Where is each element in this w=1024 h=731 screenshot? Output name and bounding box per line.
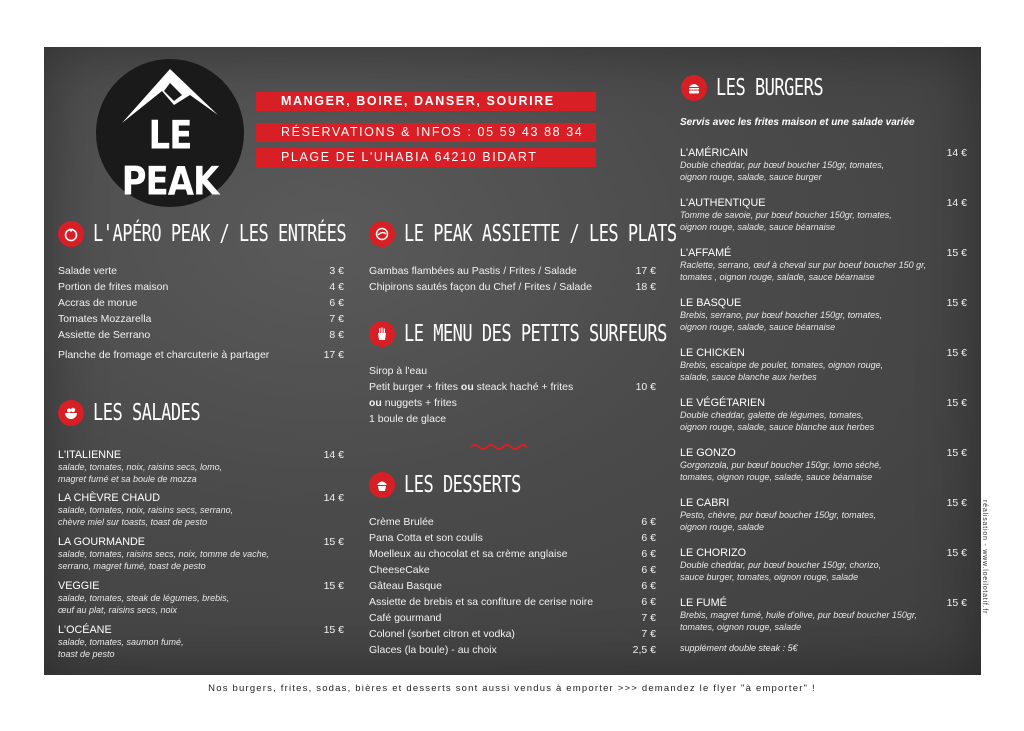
- footer-note: Nos burgers, frites, sodas, bières et desserts sont aussi vendus à emporter >>> demandez le flyer "à emporter" !: [208, 683, 816, 694]
- list-item: Assiette de Serrano 8 €: [58, 329, 344, 341]
- list-item: Accras de morue 6 €: [58, 297, 344, 309]
- plats-title: LE PEAK ASSIETTE / LES PLATS: [404, 220, 677, 248]
- burger-icon: [681, 75, 707, 101]
- plats-heading: [369, 221, 677, 247]
- desserts-title: LES DESSERTS: [404, 471, 521, 499]
- list-item: Café gourmand 7 €: [369, 612, 656, 624]
- list-item: 1 boule de glace: [369, 413, 447, 425]
- burgers-list: [680, 147, 967, 653]
- plats-list: [369, 263, 656, 295]
- list-item: Sirop à l'eau: [369, 365, 428, 377]
- kids-menu: [369, 363, 656, 427]
- kids-title: LE MENU DES PETITS SURFEURS: [404, 320, 667, 348]
- list-item: L'AUTHENTIQUE 14 € Tomme de savoie, pur bœuf boucher 150gr, tomates, oignon rouge, salade, sauce béarnaise: [680, 197, 967, 232]
- burgers-subtitle: Servis avec les frites maison et une salade variée: [680, 117, 915, 128]
- list-item: VEGGIE 15 € salade, tomates, steak de légumes, brebis, œuf au plat, raisins secs, noix: [58, 580, 344, 615]
- list-item: Portion de frites maison 4 €: [58, 281, 344, 293]
- desserts-list: [369, 514, 656, 658]
- list-item: Gambas flambées au Pastis / Frites / Salade 17 €: [369, 265, 656, 277]
- plate-icon: [369, 221, 395, 247]
- list-item: LA CHÈVRE CHAUD 14 € salade, tomates, noix, raisins secs, serrano, chèvre miel sur toasts, toast de pesto: [58, 492, 344, 527]
- list-item: LE FUMÉ 15 € Brebis, magret fumé, huile d'olive, pur bœuf boucher 150gr, tomates, oignon rouge, salade: [680, 597, 967, 632]
- list-item: Colonel (sorbet citron et vodka) 7 €: [369, 628, 656, 640]
- supplement-note: supplément double steak : 5€: [680, 643, 798, 653]
- address-banner: PLAGE DE L'UHABIA 64210 BIDART: [256, 148, 596, 167]
- entrees-list: [58, 263, 344, 363]
- wave-divider: [470, 443, 528, 451]
- list-item: Gâteau Basque 6 €: [369, 580, 656, 592]
- list-item: LE CHORIZO 15 € Double cheddar, pur bœuf boucher 150gr, chorizo, sauce burger, tomates, oignon rouge, salade: [680, 547, 967, 582]
- list-item: L'AMÉRICAIN 14 € Double cheddar, pur bœuf boucher 150gr, tomates, oignon rouge, salade, sauce burger: [680, 147, 967, 182]
- list-item: L'AFFAMÉ 15 € Raclette, serrano, œuf à cheval sur pur boeuf boucher 150 gr, tomates , oignon rouge, salade, sauce béarnaise: [680, 247, 967, 282]
- list-item: Crème Bruléе 6 €: [369, 516, 656, 528]
- logo: [96, 59, 244, 207]
- list-item: LE CHICKEN 15 € Brebis, escalope de poulet, tomates, oignon rouge, salade, sauce blanche aux herbes: [680, 347, 967, 382]
- list-item: Glaces (la boule) - au choix 2,5 €: [369, 644, 656, 656]
- list-item: LE BASQUE 15 € Brebis, serrano, pur bœuf boucher 150gr, tomates, oignon rouge, salade, sauce béarnaise: [680, 297, 967, 332]
- salades-heading: [58, 400, 200, 426]
- list-item: LE CABRI 15 € Pesto, chèvre, pur bœuf boucher 150gr, tomates, oignon rouge, salade: [680, 497, 967, 532]
- fries-icon: [369, 321, 395, 347]
- list-item: Planche de fromage et charcuterie à partager 17 €: [58, 349, 344, 361]
- salad-icon: [58, 400, 84, 426]
- list-item: Moelleux au chocolat et sa crème anglaise 6 €: [369, 548, 656, 560]
- tomato-icon: [58, 221, 84, 247]
- burgers-heading: [681, 75, 823, 101]
- list-item: Salade verte 3 €: [58, 265, 344, 277]
- burgers-title: LES BURGERS: [716, 74, 824, 102]
- list-item: Chipirons sautés façon du Chef / Frites / Salade 18 €: [369, 281, 656, 293]
- salades-list: [58, 449, 344, 668]
- logo-text: LE PEAK: [121, 113, 219, 205]
- list-item: Tomates Mozzarella 7 €: [58, 313, 344, 325]
- list-item: Assiette de brebis et sa confiture de cerise noire 6 €: [369, 596, 656, 608]
- kids-heading: [369, 321, 667, 347]
- entrees-heading: [58, 221, 346, 247]
- list-item: LE VÉGÉTARIEN 15 € Double cheddar, galette de légumes, tomates, oignon rouge, salade, sauce blanche aux herbes: [680, 397, 967, 432]
- entrees-title: L'APÉRO PEAK / LES ENTRÉES: [93, 220, 347, 248]
- list-item: Pana Cotta et son coulis 6 €: [369, 532, 656, 544]
- list-item: Petit burger + frites ou steack haché + frites 10 €: [369, 381, 656, 393]
- list-item: L'ITALIENNE 14 € salade, tomates, noix, raisins secs, lomo, magret fumé et sa boule de mozza: [58, 449, 344, 484]
- cupcake-icon: [369, 472, 395, 498]
- menu-board: [44, 47, 981, 675]
- credit-text: réalisation - www.loeilotatif.fr: [981, 500, 988, 615]
- salades-title: LES SALADES: [93, 399, 201, 427]
- list-item: LA GOURMANDE 15 € salade, tomates, raisins secs, noix, tomme de vache, serrano, magret fumé, toast de pesto: [58, 536, 344, 571]
- list-item: ou nuggets + frites: [369, 397, 457, 409]
- slogan-banner: MANGER, BOIRE, DANSER, SOURIRE: [256, 92, 596, 111]
- list-item: LE GONZO 15 € Gorgonzola, pur bœuf boucher 150gr, lomo séché, tomates, oignon rouge, salade, sauce béarnaise: [680, 447, 967, 482]
- list-item: CheeseCake 6 €: [369, 564, 656, 576]
- reservations-banner: RÉSERVATIONS & INFOS : 05 59 43 88 34: [256, 123, 596, 142]
- desserts-heading: [369, 472, 521, 498]
- list-item: L'OCÉANE 15 € salade, tomates, saumon fumé, toast de pesto: [58, 624, 344, 659]
